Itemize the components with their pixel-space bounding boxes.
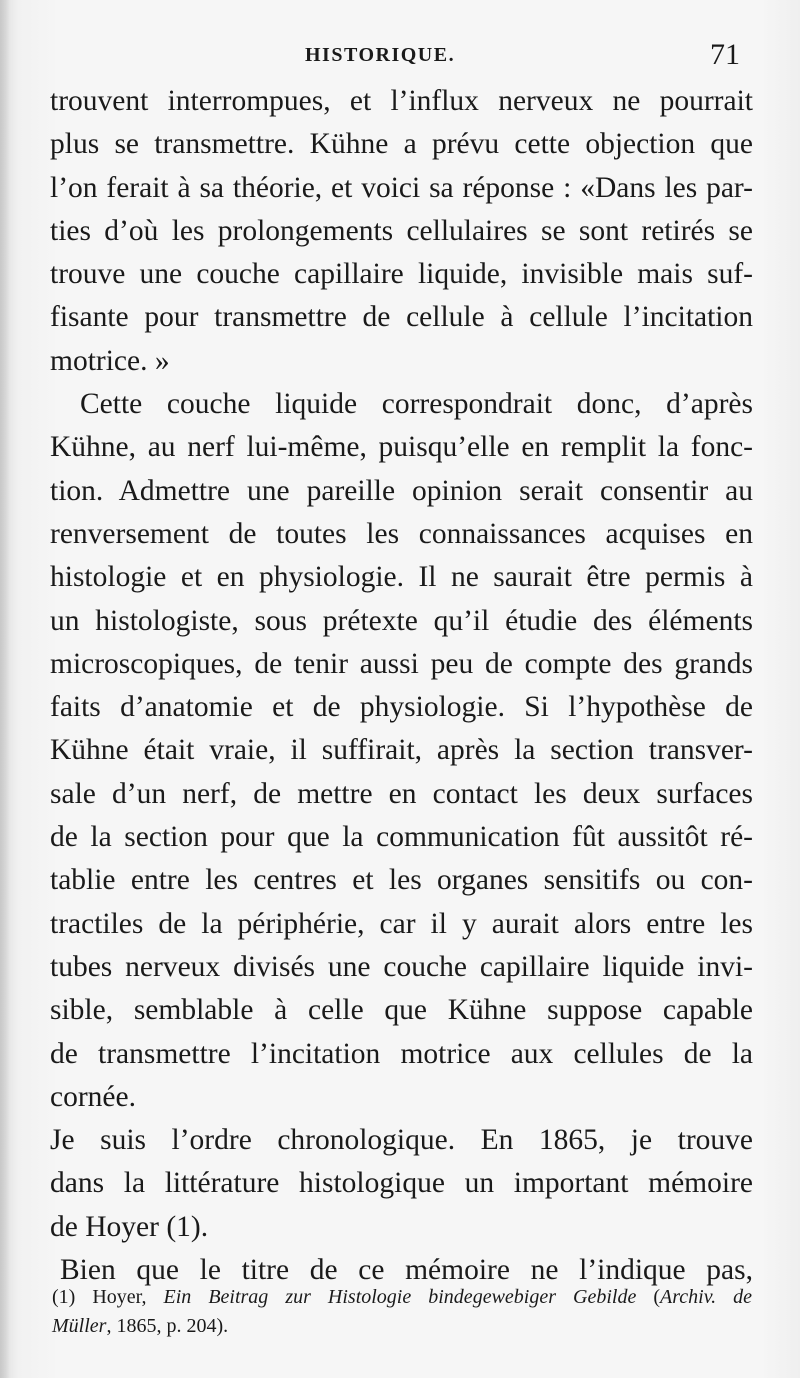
text-line: trouvent interrompues, et l’influx nerveux ne pourrait — [50, 85, 753, 117]
text-line: de la section pour que la communication fût aussitôt ré- — [50, 821, 753, 854]
paragraph-first-line: Cette couche liquide correspondrait donc, d’après — [80, 388, 753, 421]
text-line: Kühne était vraie, il suffirait, après la section transver- — [50, 734, 753, 767]
text-line: motrice. » — [50, 344, 170, 377]
footnote-journal: Archiv. de — [660, 1286, 752, 1308]
text-line: de transmettre l’incitation motrice aux cellules de la — [50, 1037, 753, 1070]
text-line: un histologiste, sous prétexte qu’il étudie des éléments — [50, 604, 753, 637]
body-text — [50, 80, 753, 1292]
text-line: dans la littérature histologique un important mémoire — [50, 1167, 753, 1200]
text-line: ties d’où les prolongements cellulaires se sont retirés se — [50, 214, 753, 247]
text-line: tractiles de la périphérie, car il y aurait alors entre les — [50, 907, 753, 940]
text-line: plus se transmettre. Kühne a prévu cette objection que — [50, 128, 753, 161]
text-line: Kühne, au nerf lui-même, puisqu’elle en remplit la fonc- — [50, 431, 753, 464]
footnote-paren: ( — [653, 1286, 661, 1308]
footnote-title: Ein Beitrag zur Histologie bindegewebiger Gebilde — [163, 1286, 637, 1308]
text-line: l’on ferait à sa théorie, et voici sa réponse : «Dans les par- — [50, 171, 753, 204]
text-line: de Hoyer (1). — [50, 1210, 209, 1243]
footnote-marker: (1) Hoyer, — [52, 1286, 147, 1308]
text-line: renversement de toutes les connaissances acquises en — [50, 517, 753, 550]
text-line: sale d’un nerf, de mettre en contact les deux surfaces — [50, 777, 753, 810]
text-line: fisante pour transmettre de cellule à cellule l’incitation — [50, 301, 753, 334]
paragraph-first-line: Je suis l’ordre chronologique. En 1865, je trouve — [50, 1124, 753, 1157]
paragraph-first-line: Bien que le titre de ce mémoire ne l’indique pas, — [60, 1254, 753, 1287]
text-line: tion. Admettre une pareille opinion serait consentir au — [50, 474, 753, 507]
text-line: histologie et en physiologie. Il ne saurait être permis à — [50, 561, 753, 594]
text-line: cornée. — [50, 1080, 136, 1113]
text-line: microscopiques, de tenir aussi peu de compte des grands — [50, 647, 753, 680]
footnote — [52, 1283, 752, 1341]
text-line: faits d’anatomie et de physiologie. Si l’hypothèse de — [50, 691, 753, 724]
footnote-line — [52, 1312, 752, 1341]
text-line: sible, semblable à celle que Kühne suppose capable — [50, 994, 753, 1027]
footnote-line — [52, 1283, 752, 1312]
footnote-citation: , 1865, p. 204). — [106, 1315, 229, 1337]
gutter-shadow — [0, 0, 10, 1378]
text-line: trouve une couche capillaire liquide, invisible mais suf- — [50, 258, 753, 291]
text-line: tubes nerveux divisés une couche capillaire liquide invi- — [50, 950, 753, 983]
running-head — [0, 38, 800, 78]
text-line: tablie entre les centres et les organes sensitifs ou con- — [50, 864, 753, 897]
footnote-journal-name: Müller — [52, 1315, 107, 1337]
running-title: HISTORIQUE. — [305, 44, 456, 66]
page-number: 71 — [710, 38, 740, 71]
